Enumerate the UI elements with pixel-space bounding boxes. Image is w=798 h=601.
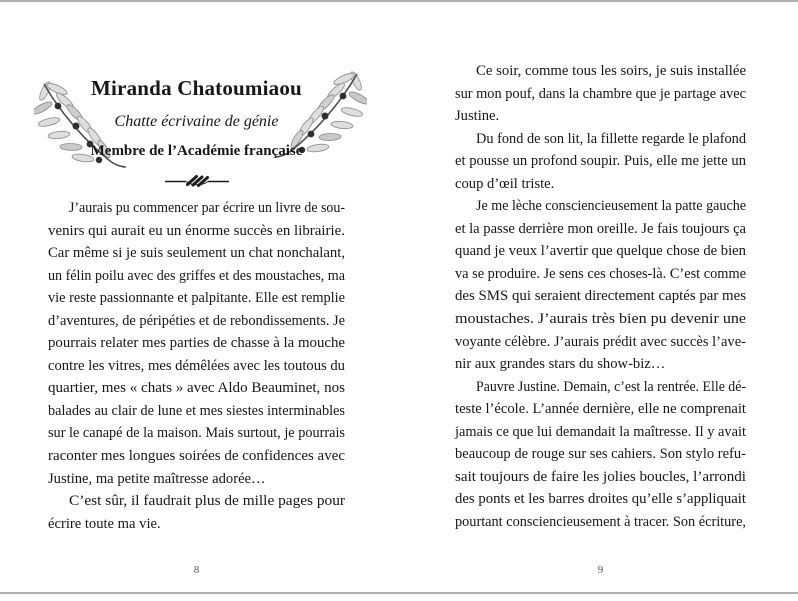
text-line: Du fond de son lit, la fillette regarde le plafond xyxy=(476,130,746,147)
text-line: Car même si je suis seulement un chat nonchalant, xyxy=(48,245,345,262)
author-name: Miranda Chatoumiaou xyxy=(91,76,302,100)
text-line: d’aventures, de péripéties et de rebondissements. Je xyxy=(48,312,345,329)
author-affiliation: Membre de l’Académie française xyxy=(90,143,303,159)
text-line: sur mon pouf, dans la chambre que je partage avec xyxy=(455,85,746,102)
text-line: balades au clair de lune et mes siestes interminables xyxy=(48,402,345,419)
text-line: Je me lèche consciencieusement la patte gauche xyxy=(476,198,746,215)
text-line: teste l’école. L’année dernière, elle ne comprenait xyxy=(455,401,746,418)
paragraph xyxy=(455,195,746,375)
paragraph xyxy=(48,197,345,490)
text-line: jamais ce que lui demandait la maîtresse. Il y avait xyxy=(455,423,746,440)
left-page xyxy=(48,0,345,601)
right-page-text xyxy=(455,60,746,533)
text-line: va se produire. Je sens ces choses-là. C’est comme xyxy=(455,265,746,282)
text-line: J’aurais pu commencer par écrire un livre de sou- xyxy=(69,200,345,216)
text-line: et pousse un profond soupir. Puis, elle me jette un xyxy=(455,153,746,170)
page-number-right: 9 xyxy=(597,564,604,576)
text-line: contre les vitres, mes démêlées avec les toutous du xyxy=(48,357,345,374)
paragraph xyxy=(455,60,746,128)
text-line: sur le canapé de la maison. Mais surtout, je pourrais xyxy=(48,425,345,442)
text-line: nir aux grandes stars du show-biz… xyxy=(455,356,666,373)
text-line: C’est sûr, il faudrait plus de mille pages pour xyxy=(69,493,345,510)
right-page xyxy=(455,0,746,601)
text-line: des SMS qui seraient directement captés par mes xyxy=(455,288,746,305)
paragraph xyxy=(455,128,746,196)
text-line: et la passe derrière mon oreille. Je fais toujours ça xyxy=(455,220,746,237)
chapter-header xyxy=(48,0,345,188)
text-line: Pauvre Justine. Demain, c’est la rentrée. Elle dé- xyxy=(476,378,746,395)
text-line: vie reste passionnante et palpitante. Elle est remplie xyxy=(48,290,345,307)
author-subtitle: Chatte écrivaine de génie xyxy=(114,113,279,130)
paragraph xyxy=(48,490,345,535)
text-line: des ponts et les barres droites qu’elle s’appliquait xyxy=(455,491,746,508)
text-line: un félin poilu avec des griffes et des moustaches, ma xyxy=(48,267,345,284)
text-line: sait toujours de faire les jolies boucles, l’arrondi xyxy=(455,468,746,485)
text-line: Justine. xyxy=(455,108,500,125)
rope-knot-divider-icon xyxy=(48,173,345,188)
text-line: voyante célèbre. J’aurais prédit avec succès l’ave- xyxy=(455,333,746,350)
text-line: quartier, mes « chats » avec Aldo Beauminet, nos xyxy=(48,380,345,397)
text-line: Ce soir, comme tous les soirs, je suis installée xyxy=(476,63,746,79)
left-page-text xyxy=(48,197,345,535)
text-line: moustaches. J’aurais très bien pu devenir une xyxy=(455,311,746,328)
paragraph xyxy=(455,376,746,534)
text-line: pourtant consciencieusement à tracer. Son écriture, xyxy=(455,513,746,530)
text-line: écrire toute ma vie. xyxy=(48,515,161,532)
text-line: pourrais relater mes parties de chasse à la mouche xyxy=(48,335,345,352)
text-line: raconter mes longues soirées de confidences avec xyxy=(48,448,345,465)
bottom-border-rule xyxy=(0,592,798,594)
text-line: quand je veux l’avertir que quelque chose de bien xyxy=(455,243,746,260)
text-line: beaucoup de rouge sur ses cahiers. Son stylo refu- xyxy=(455,446,746,463)
text-line: venirs qui aurait eu un énorme succès en librairie. xyxy=(48,222,345,239)
text-line: coup d’œil triste. xyxy=(455,175,555,192)
text-line: Justine, ma petite maîtresse adorée… xyxy=(48,470,266,487)
page-number-left: 8 xyxy=(193,564,200,576)
